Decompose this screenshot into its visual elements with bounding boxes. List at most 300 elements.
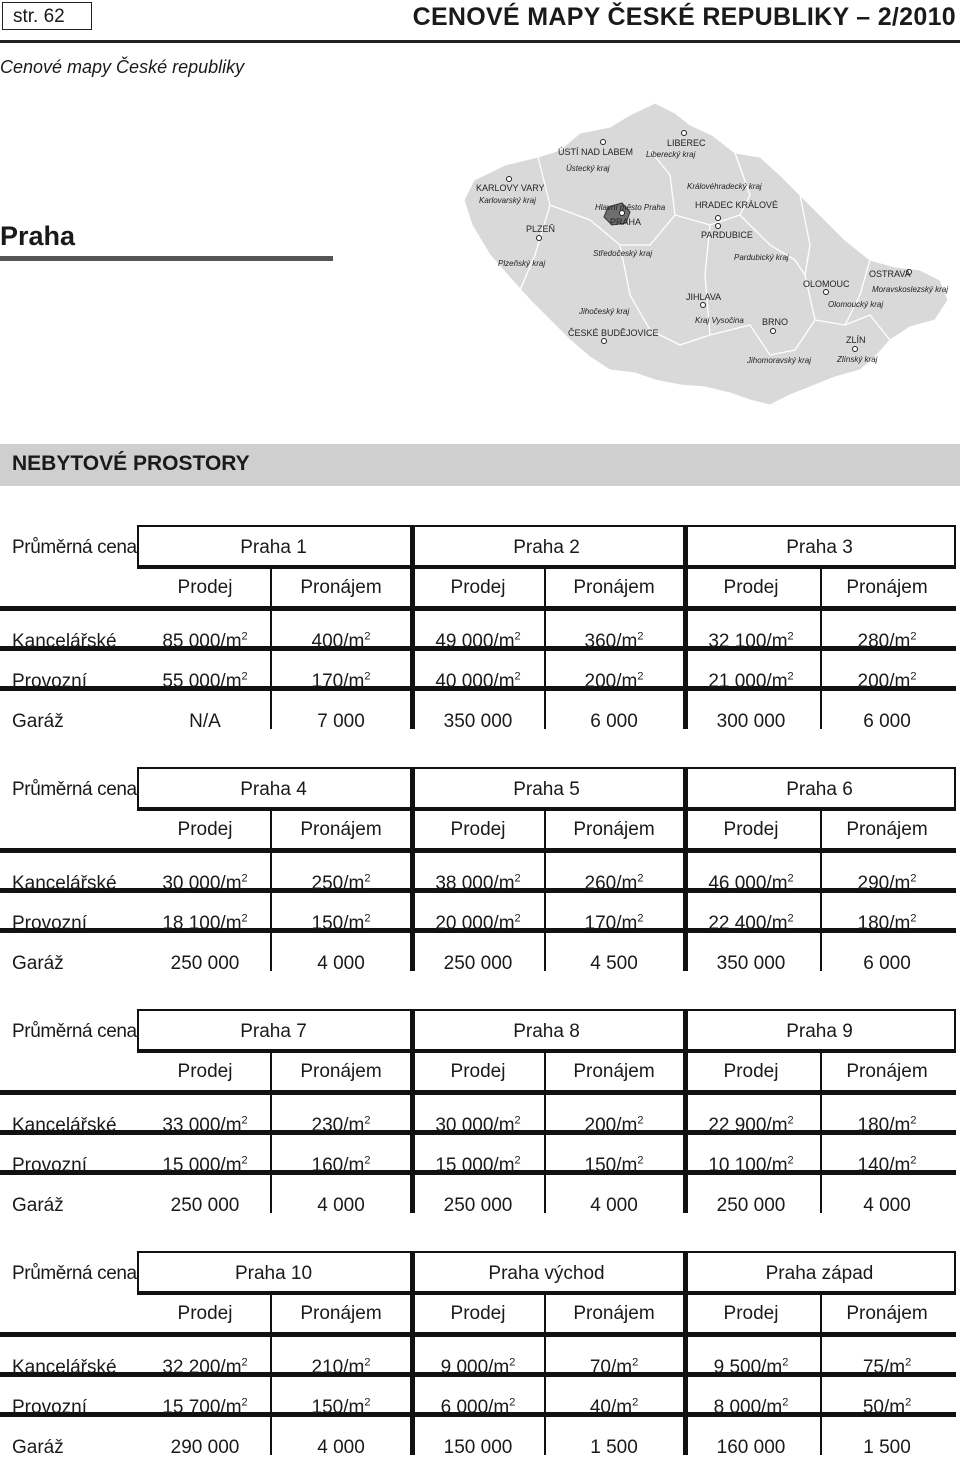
subheader-bottom-rule [0,1332,956,1337]
table-cell [546,1357,682,1379]
table-cell [137,913,273,935]
table-cell [410,873,546,895]
sale-header: Prodej [177,1303,233,1324]
cell-value: 4 000 [317,1195,365,1216]
area-exponent: 2 [364,1114,371,1127]
cell-value: 75/m [862,1357,906,1378]
row-label: Garáž [12,711,64,732]
table-top-rule [137,767,956,769]
table-cell [410,1195,546,1217]
table-cell [410,1155,546,1177]
cell-value: 4 000 [590,1195,638,1216]
table-cell [410,1437,546,1459]
district-header: Praha 10 [234,1263,313,1284]
document-subtitle: Cenové mapy České republiky [0,57,245,77]
table-top-rule [137,1251,956,1253]
table-cell [410,953,546,975]
table-cell [546,913,682,935]
district-header: Praha 7 [240,1021,307,1042]
sale-header: Prodej [450,577,506,598]
map-region-jihomoravsky: Jihomoravský kraj [747,356,812,365]
sale-header: Prodej [177,819,233,840]
sale-header: Prodej [723,1303,779,1324]
cell-value: 40 000/m [435,671,515,692]
cell-value: 9 500/m [713,1357,783,1378]
district-header: Praha západ [765,1263,874,1284]
area-exponent: 2 [905,1396,912,1409]
rent-header: Pronájem [573,1303,655,1324]
cell-value: 22 400/m [708,913,788,934]
rent-header: Pronájem [846,577,928,598]
table-cell [819,1195,955,1217]
area-exponent: 2 [787,630,794,643]
subheader-bottom-rule [0,848,956,853]
area-exponent: 2 [637,912,644,925]
area-exponent: 2 [364,912,371,925]
cell-value: 250/m [311,873,365,894]
sale-header: Prodej [450,1061,506,1082]
area-exponent: 2 [787,1114,794,1127]
table-cell [546,711,682,733]
area-exponent: 2 [637,1154,644,1167]
table-cell [819,1357,955,1379]
area-exponent: 2 [364,1154,371,1167]
area-exponent: 2 [514,872,521,885]
district-divider [410,1251,415,1293]
cell-value: 150/m [584,1155,638,1176]
table-cell [683,631,819,653]
table-cell [410,711,546,733]
cell-value: 250 000 [716,1195,786,1216]
avg-price-label: Průměrná cena [12,1263,137,1284]
district-divider [137,1009,139,1051]
cell-value: 150/m [311,1397,365,1418]
cell-value: 15 700/m [162,1397,242,1418]
area-exponent: 2 [787,872,794,885]
cell-value: 7 000 [317,711,365,732]
table-cell [137,711,273,733]
cell-value: 250 000 [443,1195,513,1216]
price-table [0,767,960,974]
table-cell [683,1155,819,1177]
cell-value: 250 000 [443,953,513,974]
table-cell [683,873,819,895]
cell-value: 290/m [857,873,911,894]
table-cell [137,1437,273,1459]
table-cell [137,873,273,895]
area-exponent: 2 [637,1114,644,1127]
table-cell [546,873,682,895]
rent-header: Pronájem [846,1303,928,1324]
table-cell [683,1397,819,1419]
area-exponent: 2 [632,1356,639,1369]
price-table [0,1251,960,1458]
row-label: Provozní [12,671,87,692]
cell-value: 38 000/m [435,873,515,894]
table-cell [137,953,273,975]
area-exponent: 2 [910,872,917,885]
cell-value: 46 000/m [708,873,788,894]
price-table [0,525,960,732]
table-cell [683,1357,819,1379]
cell-value: 150 000 [443,1437,513,1458]
table-cell [410,1397,546,1419]
map-city-karlovy-vary: KARLOVY VARY [476,183,545,193]
cell-value: 40/m [589,1397,633,1418]
cell-value: 55 000/m [162,671,242,692]
cell-value: 150/m [311,913,365,934]
header-bottom-rule [137,565,956,569]
map-region-karlovarsky: Karlovarský kraj [479,196,536,205]
page-number-box: str. 62 [2,2,92,30]
row-label: Garáž [12,1437,64,1458]
cell-value: 9 000/m [440,1357,510,1378]
cell-value: 160/m [311,1155,365,1176]
row-label: Kancelářské [12,1115,117,1136]
table-cell [546,1437,682,1459]
row-label: Garáž [12,1195,64,1216]
district-divider [683,1251,688,1293]
table-cell [819,711,955,733]
sale-header: Prodej [723,819,779,840]
cell-value: 15 000/m [435,1155,515,1176]
area-exponent: 2 [241,1114,248,1127]
table-cell [273,1195,409,1217]
area-exponent: 2 [637,872,644,885]
table-cell [546,1115,682,1137]
area-exponent: 2 [364,1356,371,1369]
sale-header: Prodej [723,1061,779,1082]
cell-value: 250 000 [170,953,240,974]
area-exponent: 2 [514,1154,521,1167]
map-region-zlinsky: Zlínský kraj [837,355,878,364]
map-city-praha: PRAHA [610,217,642,227]
row-label: Kancelářské [12,873,117,894]
area-exponent: 2 [364,670,371,683]
area-exponent: 2 [241,1356,248,1369]
map-city-plzen: PLZEŇ [526,224,556,234]
table-cell [683,1115,819,1137]
table-cell [137,1397,273,1419]
avg-price-label: Průměrná cena [12,779,137,800]
area-exponent: 2 [241,630,248,643]
district-divider [683,1009,688,1051]
sale-header: Prodej [450,1303,506,1324]
area-exponent: 2 [637,670,644,683]
avg-price-label: Průměrná cena [12,537,137,558]
table-cell [683,1195,819,1217]
subheader-bottom-rule [0,606,956,611]
section-bar [0,444,960,486]
area-exponent: 2 [910,912,917,925]
area-exponent: 2 [509,1396,516,1409]
cell-value: 290 000 [170,1437,240,1458]
area-exponent: 2 [364,872,371,885]
cell-value: 360/m [584,631,638,652]
row-label: Kancelářské [12,631,117,652]
row-label: Provozní [12,1397,87,1418]
map-region-plzensky: Plzeňský kraj [498,259,546,268]
table-cell [410,1115,546,1137]
cell-value: 210/m [311,1357,365,1378]
cell-value: 170/m [584,913,638,934]
cell-value: 20 000/m [435,913,515,934]
area-exponent: 2 [905,1356,912,1369]
district-header: Praha 3 [786,537,853,558]
section-title: NEBYTOVÉ PROSTORY [12,452,250,475]
cell-value: 50/m [862,1397,906,1418]
area-exponent: 2 [241,1396,248,1409]
cell-value: 280/m [857,631,911,652]
area-exponent: 2 [241,670,248,683]
header-rule [0,40,960,43]
district-divider [410,767,415,809]
district-divider [137,767,139,809]
cell-value: 49 000/m [435,631,515,652]
table-top-rule [137,1009,956,1011]
district-header: Praha 8 [513,1021,580,1042]
table-cell [273,1155,409,1177]
table-cell [410,1357,546,1379]
district-header: Praha 9 [786,1021,853,1042]
table-cell [137,631,273,653]
area-exponent: 2 [787,912,794,925]
cell-value: 350 000 [716,953,786,974]
rent-header: Pronájem [573,577,655,598]
map-city-olomouc: OLOMOUC [803,279,850,289]
cell-value: 260/m [584,873,638,894]
area-exponent: 2 [637,630,644,643]
rent-header: Pronájem [846,819,928,840]
table-cell [137,1357,273,1379]
area-exponent: 2 [787,1154,794,1167]
area-exponent: 2 [514,630,521,643]
table-right-rule [954,525,956,567]
cell-value: 85 000/m [162,631,242,652]
district-header: Praha 4 [240,779,307,800]
rent-header: Pronájem [846,1061,928,1082]
district-divider [683,525,688,567]
table-cell [819,1397,955,1419]
map-city-brno: BRNO [762,317,789,327]
area-exponent: 2 [910,630,917,643]
cell-value: 4 000 [317,1437,365,1458]
cell-value: 4 500 [590,953,638,974]
map-city-jihlava: JIHLAVA [686,292,722,302]
avg-price-label: Průměrná cena [12,1021,137,1042]
cell-value: 6 000/m [440,1397,510,1418]
table-cell [273,1357,409,1379]
table-cell [819,1155,955,1177]
table-cell [273,1397,409,1419]
district-divider [410,1009,415,1051]
document-title: CENOVÉ MAPY ČESKÉ REPUBLIKY – 2/2010 [412,3,956,31]
area-exponent: 2 [910,1114,917,1127]
area-exponent: 2 [509,1356,516,1369]
rent-header: Pronájem [300,1303,382,1324]
table-cell [273,671,409,693]
table-cell [410,631,546,653]
area-exponent: 2 [241,872,248,885]
table-cell [137,1155,273,1177]
table-cell [546,1195,682,1217]
map-region-pardubicky: Pardubický kraj [734,253,789,262]
map-region-vysocina: Kraj Vysočina [695,316,744,325]
cell-value: 30 000/m [162,873,242,894]
area-exponent: 2 [782,1396,789,1409]
table-cell [819,671,955,693]
table-right-rule [954,1009,956,1051]
rent-header: Pronájem [300,1061,382,1082]
district-divider [683,767,688,809]
district-header: Praha 6 [786,779,853,800]
table-cell [273,953,409,975]
area-exponent: 2 [632,1396,639,1409]
table-cell [273,631,409,653]
row-label: Garáž [12,953,64,974]
cell-value: 6 000 [863,953,911,974]
district-header: Praha 5 [513,779,580,800]
cell-value: N/A [189,711,221,732]
header-bottom-rule [137,1291,956,1295]
map-region-moravskoslezsky: Moravskoslezský kraj [872,285,949,294]
district-header: Praha východ [488,1263,605,1284]
cell-value: 350 000 [443,711,513,732]
table-cell [546,631,682,653]
map-city-liberec: LIBEREC [667,138,706,148]
cell-value: 18 100/m [162,913,242,934]
rent-header: Pronájem [300,819,382,840]
cell-value: 4 000 [863,1195,911,1216]
area-exponent: 2 [241,912,248,925]
cell-value: 30 000/m [435,1115,515,1136]
area-exponent: 2 [241,1154,248,1167]
map-region-olomoucky: Olomoucký kraj [828,300,884,309]
area-exponent: 2 [910,670,917,683]
rent-header: Pronájem [300,577,382,598]
cell-value: 6 000 [590,711,638,732]
table-cell [410,913,546,935]
table-cell [683,953,819,975]
cell-value: 15 000/m [162,1155,242,1176]
district-header: Praha 2 [513,537,580,558]
district-divider [410,525,415,567]
area-exponent: 2 [364,1396,371,1409]
table-cell [819,913,955,935]
cell-value: 32 200/m [162,1357,242,1378]
map-city-usti: ÚSTÍ NAD LABEM [558,147,634,157]
czech-regions-map [450,95,960,415]
table-cell [273,1115,409,1137]
map-city-budejovice: ČESKÉ BUDĚJOVICE [568,328,659,338]
city-heading: Praha [0,221,76,251]
row-label: Provozní [12,913,87,934]
row-label: Provozní [12,1155,87,1176]
header-bottom-rule [137,807,956,811]
table-cell [410,671,546,693]
table-cell [137,1195,273,1217]
cell-value: 400/m [311,631,365,652]
cell-value: 180/m [857,1115,911,1136]
sale-header: Prodej [177,577,233,598]
map-region-stredocesky: Středočeský kraj [593,249,653,258]
table-right-rule [954,767,956,809]
cell-value: 32 100/m [708,631,788,652]
area-exponent: 2 [514,912,521,925]
table-cell [546,953,682,975]
sale-header: Prodej [177,1061,233,1082]
cell-value: 22 900/m [708,1115,788,1136]
header-bottom-rule [137,1049,956,1053]
cell-value: 200/m [857,671,911,692]
table-cell [137,671,273,693]
area-exponent: 2 [787,670,794,683]
table-cell [683,671,819,693]
cell-value: 6 000 [863,711,911,732]
map-region-kralovehradecky: Královéhradecký kraj [687,182,762,191]
map-city-hradec: HRADEC KRÁLOVÉ [695,200,779,210]
cell-value: 200/m [584,1115,638,1136]
city-heading-rule [0,256,333,261]
table-cell [273,913,409,935]
cell-value: 160 000 [716,1437,786,1458]
table-cell [819,1437,955,1459]
cell-value: 21 000/m [708,671,788,692]
map-region-ustecky: Ústecký kraj [566,164,610,173]
table-cell [546,1397,682,1419]
table-cell [546,1155,682,1177]
area-exponent: 2 [514,1114,521,1127]
map-city-zlin: ZLÍN [846,335,866,345]
price-table [0,1009,960,1216]
table-cell [819,631,955,653]
cell-value: 4 000 [317,953,365,974]
cell-value: 33 000/m [162,1115,242,1136]
rent-header: Pronájem [573,1061,655,1082]
table-cell [273,873,409,895]
table-top-rule [137,525,956,527]
cell-value: 180/m [857,913,911,934]
map-region-liberecky: Liberecký kraj [646,150,696,159]
table-cell [683,913,819,935]
table-cell [273,1437,409,1459]
map-city-ostrava: OSTRAVA [869,269,911,279]
district-header: Praha 1 [240,537,307,558]
cell-value: 1 500 [590,1437,638,1458]
table-cell [137,1115,273,1137]
map-city-pardubice: PARDUBICE [701,230,753,240]
cell-value: 70/m [589,1357,633,1378]
cell-value: 250 000 [170,1195,240,1216]
district-divider [137,1251,139,1293]
cell-value: 1 500 [863,1437,911,1458]
cell-value: 8 000/m [713,1397,783,1418]
cell-value: 200/m [584,671,638,692]
table-cell [273,711,409,733]
cell-value: 300 000 [716,711,786,732]
area-exponent: 2 [364,630,371,643]
map-region-jihocesky: Jihočeský kraj [579,307,630,316]
district-divider [137,525,139,567]
cell-value: 230/m [311,1115,365,1136]
area-exponent: 2 [910,1154,917,1167]
map-region-praha: Hlavní město Praha [595,203,666,212]
area-exponent: 2 [514,670,521,683]
sale-header: Prodej [450,819,506,840]
table-cell [819,1115,955,1137]
table-right-rule [954,1251,956,1293]
table-cell [683,711,819,733]
